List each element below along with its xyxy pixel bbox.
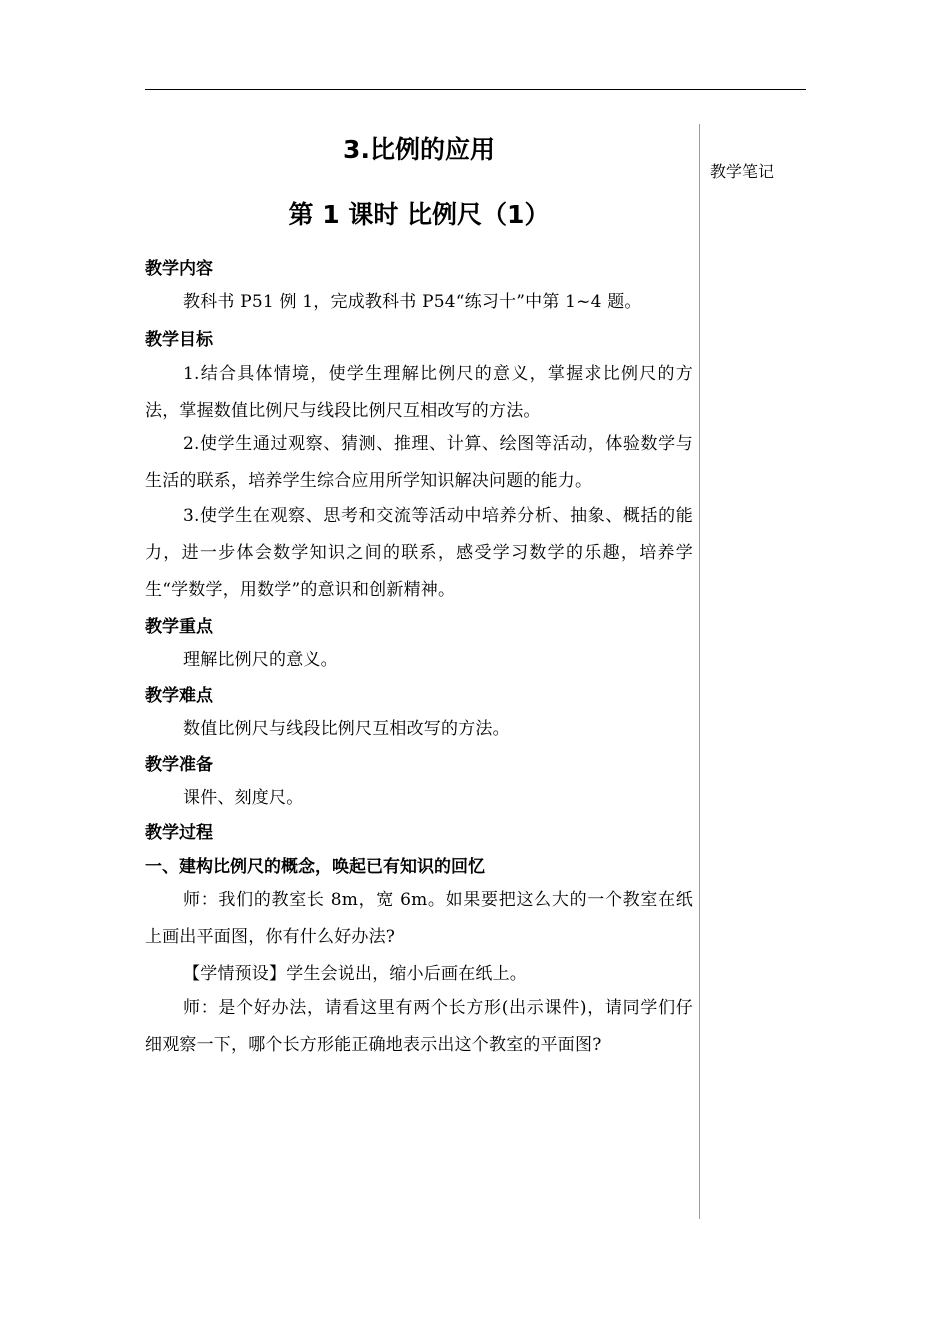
content-text: 教科书 P51 例 1，完成教科书 P54“练习十”中第 1~4 题。 (183, 292, 642, 312)
difficulty-text: 数值比例尺与线段比例尺互相改写的方法。 (183, 719, 510, 739)
process-part1-heading: 一、建构比例尺的概念，唤起已有知识的回忆 (145, 857, 485, 877)
goal-item-2: 2.使学生通过观察、猜测、推理、计算、绘图等活动，体验数学与生活的联系，培养学生综合应用所学知识解决问题的能力。 (145, 434, 693, 491)
goal-item-3: 3.使学生在观察、思考和交流等活动中培养分析、抽象、概括的能力，进一步体会数学知识之间的联系，感受学习数学的乐趣，培养学生“学数学，用数学”的意识和创新精神。 (145, 506, 693, 600)
section-heading-content: 教学内容 (145, 259, 213, 279)
section-heading-difficulty: 教学难点 (145, 686, 213, 706)
section-heading-process: 教学过程 (145, 823, 213, 843)
section-heading-goals: 教学目标 (145, 330, 213, 350)
section-heading-key-point: 教学重点 (145, 617, 213, 637)
process-paragraph: 【学情预设】学生会说出，缩小后画在纸上。 (183, 964, 527, 984)
process-paragraph: 师：是个好办法，请看这里有两个长方形(出示课件)，请同学们仔细观察一下，哪个长方形能正确地表示出这个教室的平面图? (145, 998, 693, 1055)
preparation-text: 课件、刻度尺。 (183, 788, 304, 808)
process-paragraph: 师：我们的教室长 8m，宽 6m。如果要把这么大的一个教室在纸上画出平面图，你有什么好办法? (145, 890, 693, 947)
key-point-text: 理解比例尺的意义。 (183, 650, 338, 670)
section-heading-preparation: 教学准备 (145, 755, 213, 775)
notes-column-label: 教学笔记 (710, 162, 775, 181)
column-divider (699, 124, 700, 1219)
lesson-subtitle: 第 1 课时 比例尺（1） (288, 200, 550, 229)
top-rule (145, 89, 806, 90)
goal-item-1: 1.结合具体情境，使学生理解比例尺的意义，掌握求比例尺的方法，掌握数值比例尺与线段比例尺互相改写的方法。 (145, 364, 693, 421)
page-title: 3.比例的应用 (343, 135, 495, 164)
